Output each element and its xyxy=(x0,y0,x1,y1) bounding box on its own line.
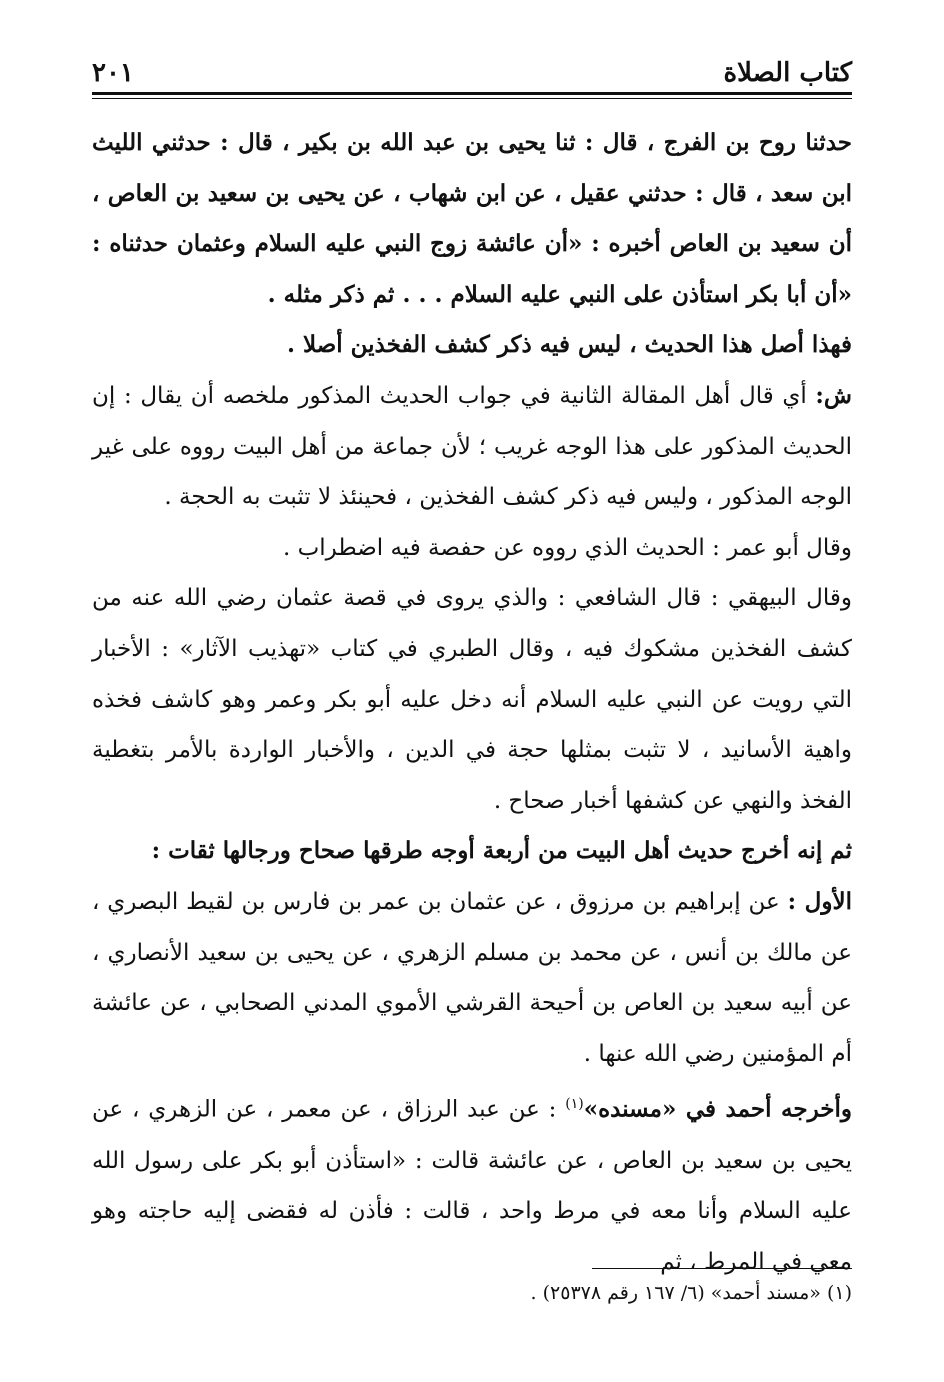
body-text xyxy=(92,118,852,1287)
paragraph-lead: ش: xyxy=(815,381,852,409)
paragraph-5: وقال البيهقي : قال الشافعي : والذي يروى في قصة عثمان رضي الله عنه من كشف الفخذين مشكوك فيه ، وقال الطبري في كتاب «تهذيب الآثار» : الأخبار التي رويت عن النبي عليه السلام أنه دخل عليه أبو بكر وعمر وهو كاشف فخذه واهية الأسانيد ، لا تثبت بمثلها حجة في الدين ، والأخبار الواردة بالأمر بتغطية الفخذ والنهي عن كشفها أخبار صحاح . xyxy=(92,585,852,814)
header-rule xyxy=(92,92,852,99)
paragraph-2: فهذا أصل هذا الحديث ، ليس فيه ذكر كشف الفخذين أصلا . xyxy=(286,331,852,359)
page-number: ٢٠١ xyxy=(92,58,134,88)
paragraph-3 xyxy=(92,371,852,523)
footnote-rule xyxy=(592,1268,852,1269)
paragraph-lead: الأول : xyxy=(787,887,852,915)
book-title: كتاب الصلاة xyxy=(723,58,852,88)
paragraph-text: عن إبراهيم بن مرزوق ، عن عثمان بن عمر بن فارس بن لقيط البصري ، عن مالك بن أنس ، عن محمد بن مسلم الزهري ، عن يحيى بن سعيد الأنصاري ، عن أبيه سعيد بن العاص بن أحيحة القرشي الأموي المدني الصحابي ، عن عائشة أم المؤمنين رضي الله عنها . xyxy=(92,888,852,1067)
paragraph-text: أي قال أهل المقالة الثانية في جواب الحديث المذكور ملخصه أن يقال : إن الحديث المذكور على هذا الوجه غريب ؛ لأن جماعة من أهل البيت رووه على غير الوجه المذكور ، وليس فيه ذكر كشف الفخذين ، فحينئذ لا تثبت به الحجة . xyxy=(92,382,852,511)
page-header xyxy=(92,48,852,88)
paragraph-4: وقال أبو عمر : الحديث الذي رووه عن حفصة فيه اضطراب . xyxy=(283,534,852,561)
paragraph-6: ثم إنه أخرج حديث أهل البيت من أربعة أوجه طرقها صحاح ورجالها ثقات : xyxy=(151,837,852,865)
paragraph-lead: وأخرجه أحمد في «مسنده» xyxy=(583,1095,852,1123)
paragraph-text: : عن عبد الرزاق ، عن معمر ، عن الزهري ، عن يحيى بن سعيد بن العاص ، عن عائشة قالت : «استأذن أبو بكر على رسول الله عليه السلام وأنا معه في مرط واحد ، قالت : فأذن له فقضى إليه حاجته وهو معي في المرط ، ثم xyxy=(92,1096,852,1275)
paragraph-7 xyxy=(92,877,852,1079)
paragraph-8 xyxy=(92,1079,852,1287)
footnote-ref: (١) xyxy=(565,1096,584,1113)
footnote: (١) «مسند أحمد» (٦/ ١٦٧ رقم ٢٥٣٧٨) . xyxy=(530,1282,852,1304)
paragraph-1: حدثنا روح بن الفرج ، قال : ثنا يحيى بن عبد الله بن بكير ، قال : حدثني الليث ابن سعد ، قال : حدثني عقيل ، عن ابن شهاب ، عن يحيى بن سعيد بن العاص ، أن سعيد بن العاص أخبره : «أن عائشة زوج النبي عليه السلام وعثمان حدثناه : «أن أبا بكر استأذن على النبي عليه السلام . . . ثم ذكر مثله . xyxy=(92,129,852,308)
